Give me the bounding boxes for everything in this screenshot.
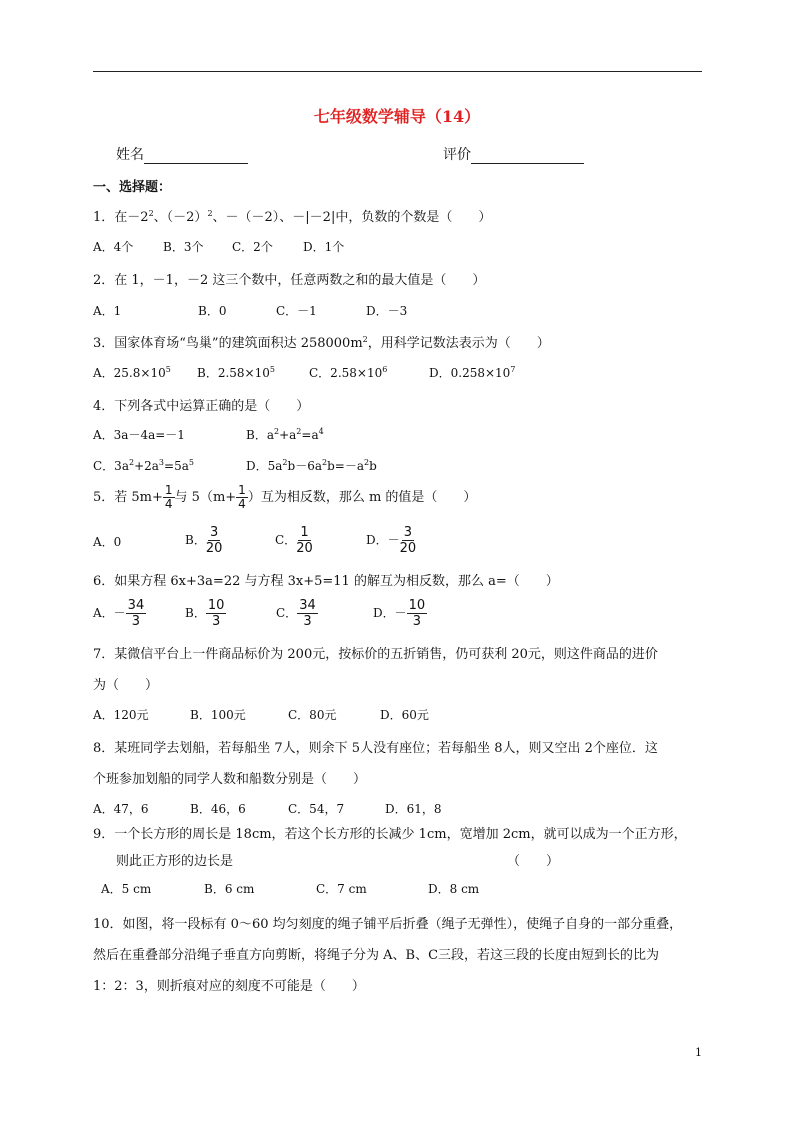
question-3: 3．国家体育场“鸟巢”的建筑面积达 $258000m^2$，用科学记数法表示为（ ）	[93, 335, 550, 351]
q9-option-b[interactable]: B．6 cm	[204, 882, 255, 896]
header-rule	[93, 71, 702, 72]
q1-option-c[interactable]: C．2个	[232, 240, 273, 254]
page-number: 1	[695, 1046, 702, 1059]
q3-option-c[interactable]: C．$2.58\times 10^6$	[309, 365, 388, 380]
q5-option-d[interactable]: D．－ $\frac{3}{20}$	[366, 525, 417, 556]
question-2: 2．在 1，－1，－2 这三个数中，任意两数之和的最大值是（ ）	[93, 273, 486, 288]
question-6: 6．如果方程 6x+3a=22 与方程 3x+5=11 的解互为相反数，那么 a=（ ）	[93, 574, 559, 589]
q5-fraction-1: $\frac{1}{4}$	[164, 483, 173, 511]
q7-option-d[interactable]: D．60元	[380, 708, 429, 722]
name-label: 姓名	[116, 147, 144, 163]
question-1: 1．在$-2^2$、$(-2)^2$、－（－2）、－|－2|中，负数的个数是（ ）	[93, 209, 492, 225]
q3-option-b[interactable]: B．$2.58\times 10^5$	[197, 365, 275, 380]
q6-option-d[interactable]: D．－ $\frac{10}{3}$	[373, 598, 426, 629]
question-10-line-2: 然后在重叠部分沿绳子垂直方向剪断，将绳子分为 A、B、C三段，若这三段的长度由短到长的比为	[93, 948, 660, 963]
q4-option-d[interactable]: D．$5a^2b-6a^2b=-a^2b$	[246, 458, 377, 473]
q5-option-b[interactable]: B． $\frac{3}{20}$	[185, 525, 223, 556]
name-blank[interactable]	[144, 149, 248, 164]
q1-option-d[interactable]: D．1个	[303, 240, 345, 254]
question-9-line-1: 9．一个长方形的周长是 18cm，若这个长方形的长减少 1cm，宽增加 2cm，就可以成为一个正方形，	[93, 827, 687, 842]
q6-option-a[interactable]: A．－ $\frac{34}{3}$	[93, 598, 145, 629]
q9-option-a[interactable]: A．5 cm	[101, 882, 152, 896]
eval-field[interactable]	[443, 144, 584, 164]
q5-option-a[interactable]: A．0	[93, 535, 122, 549]
question-9-line-2: 则此正方形的边长是	[116, 854, 234, 869]
question-8-line-2: 个班参加划船的同学人数和船数分别是（ ）	[93, 772, 367, 787]
q3-option-a[interactable]: A．$25.8\times 10^5$	[93, 365, 171, 380]
q2-option-d[interactable]: D．－3	[366, 304, 408, 318]
q2-option-c[interactable]: C．－1	[276, 304, 317, 318]
q1-option-a[interactable]: A．4个	[93, 240, 134, 254]
q2-option-a[interactable]: A．1	[93, 304, 122, 318]
q4-option-a[interactable]: A．3a－4a=－1	[93, 428, 185, 442]
name-field[interactable]	[116, 144, 248, 164]
q2-option-b[interactable]: B．0	[198, 304, 227, 318]
section-heading: 一、选择题：	[93, 180, 172, 195]
q4-option-b[interactable]: B．$a^2+a^2=a^4$	[246, 427, 324, 442]
q7-option-b[interactable]: B．100元	[190, 708, 246, 722]
question-10-line-1: 10．如图，将一段标有 0～60 均匀刻度的绳子铺平后折叠（绳子无弹性），使绳子自身的一部分重叠，	[93, 917, 683, 932]
q6-option-c[interactable]: C． $\frac{34}{3}$	[276, 598, 316, 629]
q8-option-b[interactable]: B．46，6	[190, 802, 246, 816]
q9-option-d[interactable]: D．8 cm	[428, 882, 480, 896]
q8-option-d[interactable]: D．61，8	[385, 802, 442, 816]
question-10-line-3: 1：2：3，则折痕对应的刻度不可能是（ ）	[93, 979, 365, 994]
q3-option-d[interactable]: D．$0.258\times 10^7$	[429, 365, 516, 380]
q5-fraction-2: $\frac{1}{4}$	[238, 483, 246, 511]
q4-option-c[interactable]: C．$3a^2+2a^3=5a^5$	[93, 458, 194, 473]
question-8-line-1: 8．某班同学去划船，若每船坐 7人，则余下 5人没有座位；若每船坐 8人，则又空出 2个座位．这	[93, 741, 658, 756]
eval-label: 评价	[443, 147, 471, 163]
q8-option-c[interactable]: C．54，7	[288, 802, 345, 816]
question-7-line-1: 7．某微信平台上一件商品标价为 200元，按标价的五折销售，仍可获利 20元，则这件商品的进价	[93, 647, 658, 662]
q7-option-c[interactable]: C．80元	[288, 708, 337, 722]
q8-option-a[interactable]: A．47，6	[93, 802, 149, 816]
q5-option-c[interactable]: C． $\frac{1}{20}$	[275, 525, 313, 556]
q9-option-c[interactable]: C．7 cm	[316, 882, 367, 896]
page-title: 七年级数学辅导（14）	[313, 107, 481, 126]
q7-option-a[interactable]: A．120元	[93, 708, 149, 722]
q6-option-b[interactable]: B． $\frac{10}{3}$	[185, 598, 225, 629]
q1-option-b[interactable]: B．3个	[163, 240, 204, 254]
question-7-line-2: 为（ ）	[93, 678, 159, 693]
question-9-bracket: （ ）	[507, 854, 560, 869]
question-5: 5．若 5m+ $\frac{1}{4}$ 与 5（m+ $\frac{1}{4}$ ）互为相反数，那么 m 的值是（ ）	[93, 483, 477, 511]
eval-blank[interactable]	[471, 149, 584, 164]
question-4: 4．下列各式中运算正确的是（ ）	[93, 399, 310, 414]
